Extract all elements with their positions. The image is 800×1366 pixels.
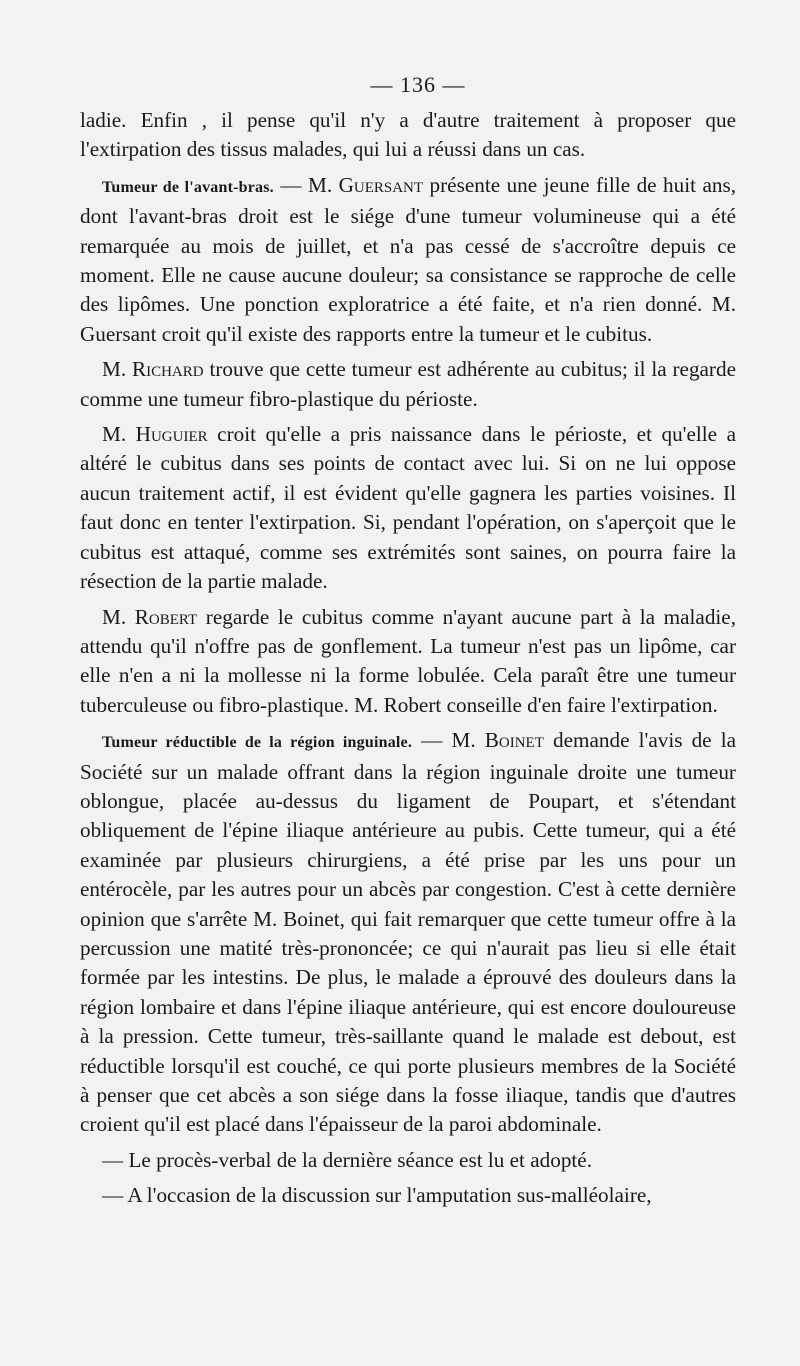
- paragraph-proces-verbal: [80, 1146, 736, 1175]
- section-heading: Tumeur de l'avant-bras.: [102, 178, 274, 196]
- text-run: croit qu'elle a pris naissance dans le périoste, et qu'elle a altéré le cubitus dans ses points de contact avec lui. Si on ne lui oppose aucun traitement actif, il est évident qu'elle gagnera les parties voisines. Il faut donc en tenter l'extirpation. Si, pendant l'opération, on s'aperçoit que le cubitus est attaqué, comme ses extrémités sont saines, on pourra faire la résection de la partie malade.: [80, 422, 736, 594]
- text-run: — M.: [273, 172, 339, 197]
- person-name: Richard: [131, 357, 204, 382]
- text-run: — Le procès-verbal de la dernière séance est lu et adopté.: [102, 1147, 593, 1172]
- person-name: Robert: [134, 604, 198, 629]
- text-run: demande l'avis de la Société sur un malade offrant dans la région inguinale droite une tumeur oblongue, placée au-dessus du ligament de Poupart, et s'étendant obliquement de l'épine iliaque antérieure au pubis. Cette tumeur, qui a été examinée par plusieurs chirurgiens, a été prise par les uns pour un entérocèle, par les autres pour un abcès par congestion. C'est à cette dernière opinion que s'arrête M. Boinet, qui fait remarquer que cette tumeur offre à la percussion une matité très-prononcée; ce qui n'aurait pas lieu si elle était formée par les intestins. De plus, le malade a éprouvé des douleurs dans la région lombaire et dans l'épine iliaque antérieure, qui est encore douloureuse à la pression. Cette tumeur, très-saillante quand le malade est debout, est réductible lorsqu'il est couché, ce qui porte plusieurs membres de la Société à penser que cet abcès a son siége dans la fosse iliaque, tandis que d'autres croient qu'il est placé dans l'épaisseur de la paroi abdominale.: [80, 728, 736, 1137]
- text-run: regarde le cubitus comme n'ayant aucune part à la maladie, attendu qu'il n'offre pas de gonflement. La tumeur n'est pas un lipôme, car elle n'en a ni la mollesse ni la forme lobulée. Cela paraît être une tumeur tuberculeuse ou fibro-plastique. M. Robert conseille d'en faire l'extirpation.: [80, 604, 736, 717]
- paragraph-huguier: [80, 420, 736, 596]
- paragraph-amputation: [80, 1181, 736, 1210]
- text-run: M.: [102, 357, 132, 382]
- paragraph-tumeur-inguinale: [80, 726, 736, 1140]
- text-run: M.: [102, 604, 135, 629]
- paragraph-tumeur-avant-bras: [80, 171, 736, 349]
- text-run: — M.: [412, 728, 485, 753]
- text-run: présente une jeune fille de huit ans, dont l'avant-bras droit est le siége d'une tumeur volumineuse qui a été remarquée au mois de juillet, et n'a pas cessé de s'accroître depuis ce moment. Elle ne cause aucune douleur; sa consistance se rapproche de celle des lipômes. Une ponction exploratrice a été faite, et n'a rien donné. M. Guersant croit qu'il existe des rapports entre la tumeur et le cubitus.: [80, 172, 736, 346]
- paragraph-robert: [80, 603, 736, 721]
- page-number: — 136 —: [370, 72, 466, 97]
- text-run: M.: [102, 422, 136, 447]
- section-heading: Tumeur réductible de la région inguinale.: [102, 734, 413, 752]
- text-run: — A l'occasion de la discussion sur l'amputation sus-malléolaire,: [102, 1183, 652, 1208]
- person-name: Boinet: [484, 728, 544, 753]
- paragraph-continuation: [80, 106, 736, 165]
- person-name: Huguier: [135, 422, 208, 447]
- paragraph-richard: [80, 355, 736, 414]
- body-text: [80, 106, 736, 1211]
- text-run: ladie. Enfin , il pense qu'il n'y a d'autre traitement à proposer que l'extirpation des tissus malades, qui lui a réussi dans un cas.: [80, 108, 736, 162]
- text-run: trouve que cette tumeur est adhérente au cubitus; il la regarde comme une tumeur fibro-plastique du périoste.: [80, 357, 736, 411]
- person-name: Guersant: [338, 172, 424, 197]
